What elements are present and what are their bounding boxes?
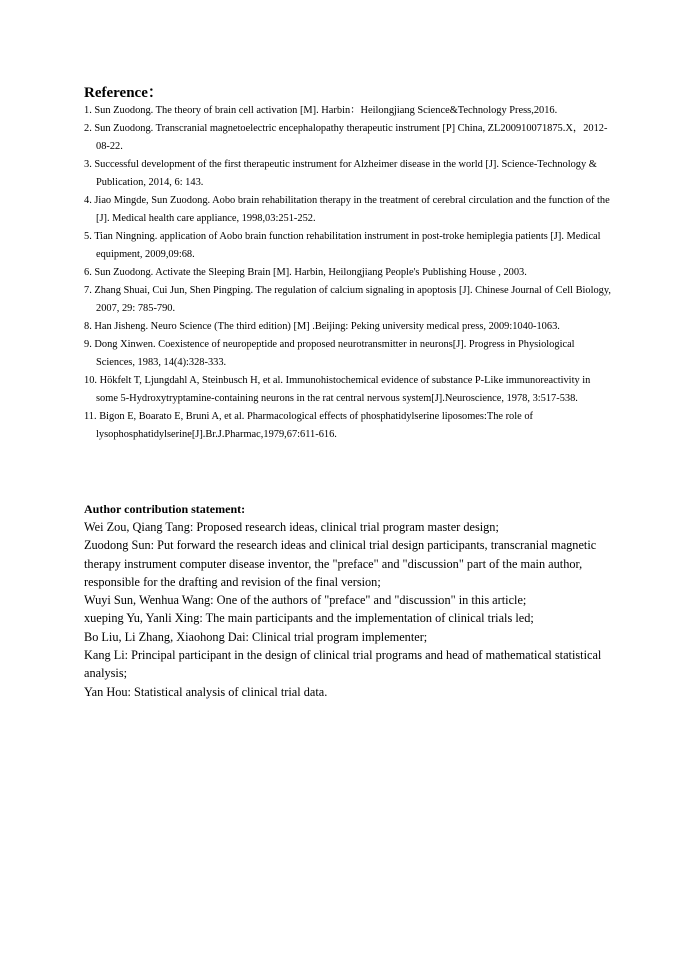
reference-item: 9. Dong Xinwen. Coexistence of neuropeptide and proposed neurotransmitter in neurons[J]. Progress in Physiological Sciences, 1983, 14(4):328-333.: [84, 339, 575, 368]
contribution-line: xueping Yu, Yanli Xing: The main participants and the implementation of clinical trials led;: [84, 611, 534, 626]
reference-list: [84, 102, 614, 444]
reference-item: 6. Sun Zuodong. Activate the Sleeping Brain [M]. Harbin, Heilongjiang People's Publishing House , 2003.: [84, 267, 527, 278]
reference-item: 10. Hökfelt T, Ljungdahl A, Steinbusch H, et al. Immunohistochemical evidence of substance P-Like immunoreactivity in some 5-Hydroxytryptamine-containing neurons in the rat central nervous system[J].Neuroscience, 1978, 3:517-538.: [84, 375, 591, 404]
contribution-line: Wuyi Sun, Wenhua Wang: One of the authors of "preface" and "discussion" in this article;: [84, 593, 527, 608]
author-contribution-section: [84, 500, 614, 701]
reference-item: 5. Tian Ningning. application of Aobo brain function rehabilitation instrument in post-troke hemiplegia patients [J]. Medical equipment, 2009,09:68.: [84, 231, 601, 260]
reference-item: 11. Bigon E, Boarato E, Bruni A, et al. Pharmacological effects of phosphatidylserine liposomes:The role of lysophosphatidylserine[J].Br.J.Pharmac,1979,67:611-616.: [84, 411, 534, 440]
contribution-line: Kang Li: Principal participant in the design of clinical trial programs and head of mathematical statistical analysis;: [84, 648, 602, 681]
reference-item: 3. Successful development of the first therapeutic instrument for Alzheimer disease in the world [J]. Science-Technology & Publication, 2014, 6: 143.: [84, 159, 597, 188]
reference-item: 4. Jiao Mingde, Sun Zuodong. Aobo brain rehabilitation therapy in the treatment of cerebral circulation and the function of the [J]. Medical health care appliance, 1998,03:251-252.: [84, 195, 610, 224]
reference-item: 8. Han Jisheng. Neuro Science (The third edition) [M] .Beijing: Peking university medical press, 2009:1040-1063.: [84, 321, 560, 332]
reference-item: 1. Sun Zuodong. The theory of brain cell activation [M]. Harbin：Heilongjiang Science&Technology Press,2016.: [84, 105, 558, 116]
reference-item: 2. Sun Zuodong. Transcranial magnetoelectric encephalopathy therapeutic instrument [P] China, ZL200910071875.X，2012-08-22.: [84, 123, 608, 152]
references-heading: Reference：: [84, 85, 163, 101]
contribution-line: Yan Hou: Statistical analysis of clinical trial data.: [84, 684, 328, 699]
contribution-heading: Author contribution statement:: [84, 502, 246, 516]
contribution-line: Bo Liu, Li Zhang, Xiaohong Dai: Clinical trial program implementer;: [84, 629, 428, 644]
contribution-line: Zuodong Sun: Put forward the research ideas and clinical trial design participants, transcranial magnetic therapy instrument computer disease inventor, the "preface" and "discussion" part of the main author, responsible for the drafting and revision of the final version;: [84, 538, 597, 589]
contribution-line: Wei Zou, Qiang Tang: Proposed research ideas, clinical trial program master design;: [84, 520, 499, 534]
reference-item: 7. Zhang Shuai, Cui Jun, Shen Pingping. The regulation of calcium signaling in apoptosis [J]. Chinese Journal of Cell Biology, 2007, 29: 785-790.: [84, 285, 611, 314]
